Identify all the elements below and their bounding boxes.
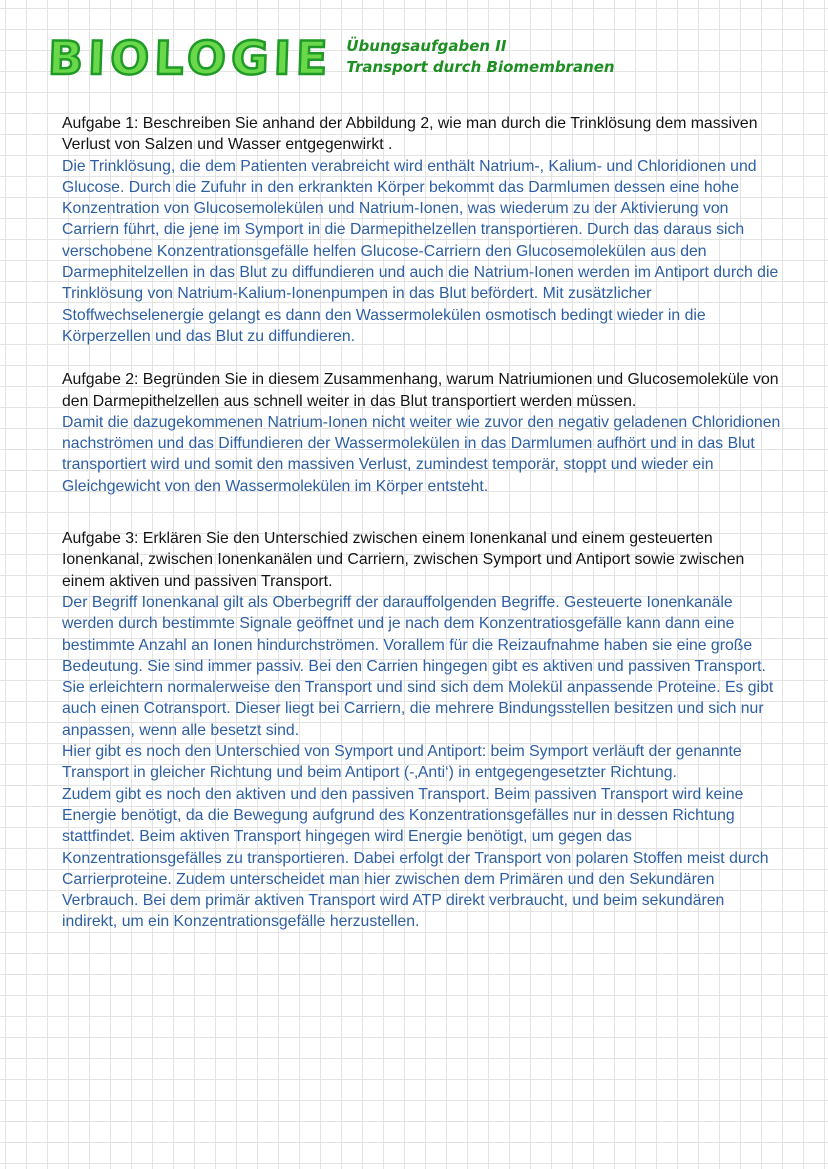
subtitle-line-1: Übungsaufgaben II — [346, 37, 507, 55]
task-2 — [62, 369, 782, 497]
task-3-answer-paragraph-3: Zudem gibt es noch den aktiven und den passiven Transport. Beim passiven Transport wird keine Energie benötigt, da die Bewegung aufgrund des Konzentrationsgefälles nur in dessen Richtung stattfindet. Beim aktiven Transport hingegen wird Energie benötigt, um gegen das Konzentrationsgefälles zu transportieren. Dabei erfolgt der Transport von polaren Stoffen meist durch Carrierproteine. Zudem unterscheidet man hier zwischen dem Primären und den Sekundären Verbrauch. Bei dem primär aktiven Transport wird ATP direkt verbraucht, und beim sekundären indirekt, um ein Konzentrationsgefälle herzustellen. — [62, 785, 769, 931]
task-1 — [62, 113, 782, 347]
page-title: BIOLOGIE — [47, 31, 334, 85]
page-header — [48, 24, 615, 96]
task-3-answer-paragraph-2: Hier gibt es noch den Unterschied von Symport und Antiport: beim Symport verläuft der genannte Transport in gleicher Richtung und beim Antiport (-‚Anti‘) in entgegengesetzter Richtung. — [62, 743, 742, 782]
worksheet-content — [62, 113, 782, 933]
task-1-answer: Die Trinklösung, die dem Patienten verabreicht wird enthält Natrium-, Kalium- und Chloridionen und Glucose. Durch die Zufuhr in den erkrankten Körper bekommt das Darmlumen dessen eine hohe Konzentration von Glucosemolekülen und Natrium-Ionen, was wiederum zu der Aktivierung von Carriern führt, die jene im Symport in die Darmepithelzellen transportieren. Durch das daraus sich verschobene Konzentrationsgefälle helfen Glucose-Carriern den Glucosemolekülen aus den Darmephitelzellen in das Blut zu diffundieren und auch die Natrium-Ionen werden im Antiport durch die Trinklösung von Natrium-Kalium-Ionenpumpen in das Blut befördert. Mit zusätzlicher Stoffwechselenergie gelangt es dann den Wassermolekülen osmotisch bedingt wieder in die Körperzellen und das Blut zu diffundieren. — [62, 157, 779, 345]
task-2-answer: Damit die dazugekommenen Natrium-Ionen nicht weiter wie zuvor den negativ geladenen Chloridionen nachströmen und das Diffundieren der Wassermolekülen in das Darmlumen aufhört und in das Blut transportiert wird und somit den massiven Verlust, zumindest temporär, stoppt und wieder ein Gleichgewicht von den Wassermolekülen im Körper entsteht. — [62, 413, 781, 495]
task-1-question: Aufgabe 1: Beschreiben Sie anhand der Abbildung 2, wie man durch die Trinklösung dem massiven Verlust von Salzen und Wasser entgegenwirkt . — [62, 115, 758, 154]
subtitle-line-2: Transport durch Biomembranen — [346, 58, 615, 76]
page-subtitle — [346, 36, 614, 78]
task-3-answer-paragraph-1: Der Begriff Ionenkanal gilt als Oberbegriff der darauffolgenden Begriffe. Gesteuerte Ionenkanäle werden durch bestimmte Signale geöffnet und je nach dem Konzentratiosgefälle kann dann eine bestimmte Anzahl an Ionen hindurchströmen. Vorallem für die Reizaufnahme haben sie eine große Bedeutung. Sie sind immer passiv. Bei den Carrien hingegen gibt es aktiven und passiven Transport. Sie erleichtern normalerweise den Transport und sind sich dem Molekül anpassende Proteine. Es gibt auch einen Cotransport. Dieser liegt bei Carriern, die mehrere Bindungsstellen besitzen und sich nur anpassen, wenn alle besetzt sind. — [62, 593, 774, 739]
task-2-question: Aufgabe 2: Begründen Sie in diesem Zusammenhang, warum Natriumionen und Glucosemoleküle von den Darmepithelzellen aus schnell weiter in das Blut transportiert werden müssen. — [62, 371, 779, 410]
task-3 — [62, 528, 782, 933]
task-3-question: Aufgabe 3: Erklären Sie den Unterschied zwischen einem Ionenkanal und einem gesteuerten Ionenkanal, zwischen Ionenkanälen und Carriern, zwischen Symport und Antiport sowie zwischen einem aktiven und passiven Transport. — [62, 530, 745, 590]
